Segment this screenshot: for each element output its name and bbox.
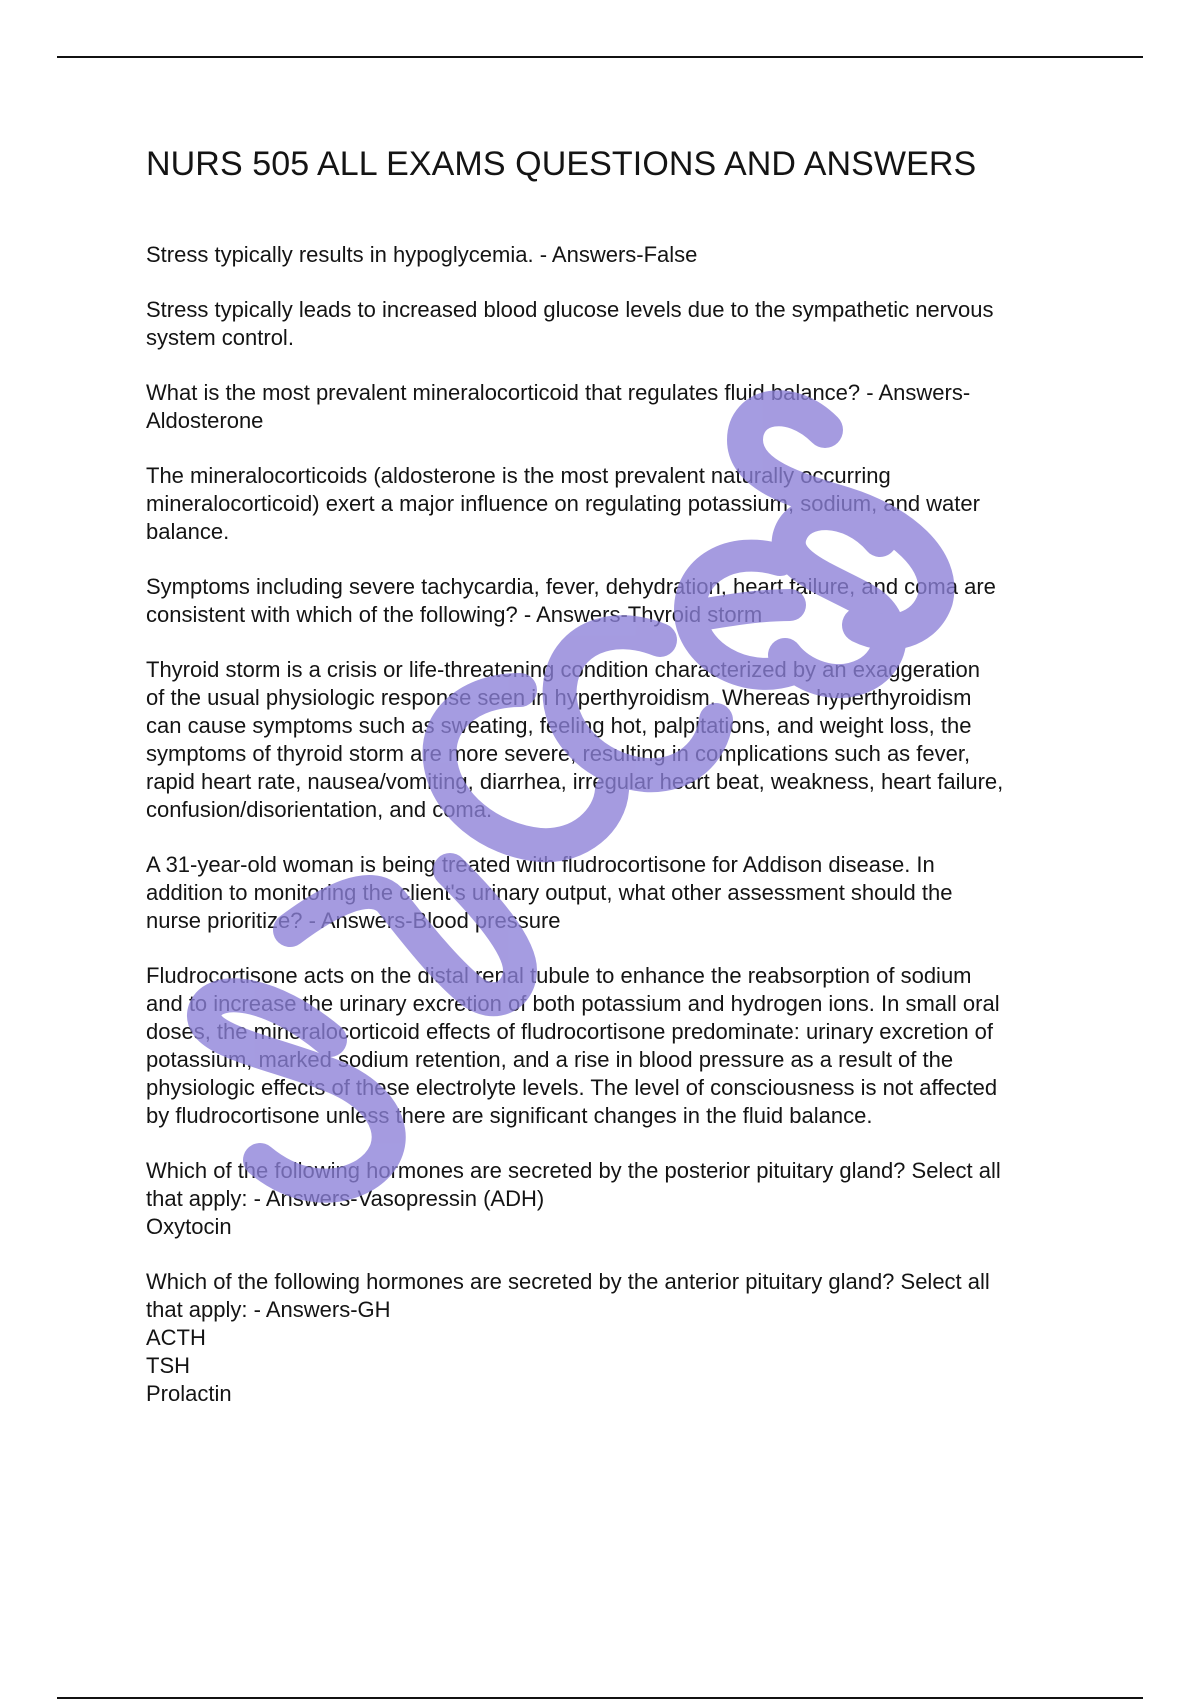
text-line: rapid heart rate, nausea/vomiting, diarrhea, irregular heart beat, weakness, heart failure, xyxy=(146,769,1004,794)
text-line: system control. xyxy=(146,325,294,350)
paragraph-10 xyxy=(146,1268,1096,1408)
bottom-rule xyxy=(57,1697,1143,1699)
paragraph-2 xyxy=(146,296,1096,352)
text-line: Which of the following hormones are secreted by the anterior pituitary gland? Select all xyxy=(146,1269,990,1294)
text-line: and to increase the urinary excretion of both potassium and hydrogen ions. In small oral xyxy=(146,991,1000,1016)
text-line: Symptoms including severe tachycardia, fever, dehydration, heart failure, and coma are xyxy=(146,574,996,599)
text-line: Stress typically results in hypoglycemia. - Answers-False xyxy=(146,242,698,267)
text-line: Thyroid storm is a crisis or life-threatening condition characterized by an exaggeration xyxy=(146,657,980,682)
text-line: can cause symptoms such as sweating, feeling hot, palpitations, and weight loss, the xyxy=(146,713,972,738)
text-line: What is the most prevalent mineralocorticoid that regulates fluid balance? - Answers- xyxy=(146,380,971,405)
text-line: Stress typically leads to increased blood glucose levels due to the sympathetic nervous xyxy=(146,297,994,322)
text-line: TSH xyxy=(146,1353,190,1378)
text-line: nurse prioritize? - Answers-Blood pressure xyxy=(146,908,561,933)
text-line: Oxytocin xyxy=(146,1214,232,1239)
text-line: mineralocorticoid) exert a major influence on regulating potassium, sodium, and water xyxy=(146,491,980,516)
text-line: symptoms of thyroid storm are more severe, resulting in complications such as fever, xyxy=(146,741,971,766)
text-line: doses, the mineralocorticoid effects of fludrocortisone predominate: urinary excretion of xyxy=(146,1019,994,1044)
text-line: consistent with which of the following? - Answers-Thyroid storm xyxy=(146,602,763,627)
text-line: that apply: - Answers-Vasopressin (ADH) xyxy=(146,1186,545,1211)
top-rule xyxy=(57,56,1143,58)
text-line: ACTH xyxy=(146,1325,206,1350)
paragraph-1 xyxy=(146,241,1096,269)
text-line: Fludrocortisone acts on the distal renal tubule to enhance the reabsorption of sodium xyxy=(146,963,972,988)
text-line: of the usual physiologic response seen in hyperthyroidism. Whereas hyperthyroidism xyxy=(146,685,972,710)
paragraph-9 xyxy=(146,1157,1096,1241)
paragraph-6 xyxy=(146,656,1096,824)
text-line: balance. xyxy=(146,519,230,544)
text-line: addition to monitoring the client's urinary output, what other assessment should the xyxy=(146,880,953,905)
text-line: Prolactin xyxy=(146,1381,232,1406)
text-line: by fludrocortisone unless there are significant changes in the fluid balance. xyxy=(146,1103,873,1128)
text-line: confusion/disorientation, and coma. xyxy=(146,797,493,822)
paragraph-7 xyxy=(146,851,1096,935)
text-line: Aldosterone xyxy=(146,408,264,433)
text-line: The mineralocorticoids (aldosterone is the most prevalent naturally occurring xyxy=(146,463,891,488)
document-title: NURS 505 ALL EXAMS QUESTIONS AND ANSWERS xyxy=(146,145,977,183)
paragraph-5 xyxy=(146,573,1096,629)
text-line: Which of the following hormones are secreted by the posterior pituitary gland? Select all xyxy=(146,1158,1001,1183)
text-line: that apply: - Answers-GH xyxy=(146,1297,391,1322)
paragraph-3 xyxy=(146,379,1096,435)
text-line: potassium, marked sodium retention, and a rise in blood pressure as a result of the xyxy=(146,1047,954,1072)
paragraph-4 xyxy=(146,462,1096,546)
paragraph-8 xyxy=(146,962,1096,1130)
text-line: physiologic effects of these electrolyte levels. The level of consciousness is not affected xyxy=(146,1075,998,1100)
text-line: A 31-year-old woman is being treated with fludrocortisone for Addison disease. In xyxy=(146,852,935,877)
document-body xyxy=(146,143,1096,1435)
